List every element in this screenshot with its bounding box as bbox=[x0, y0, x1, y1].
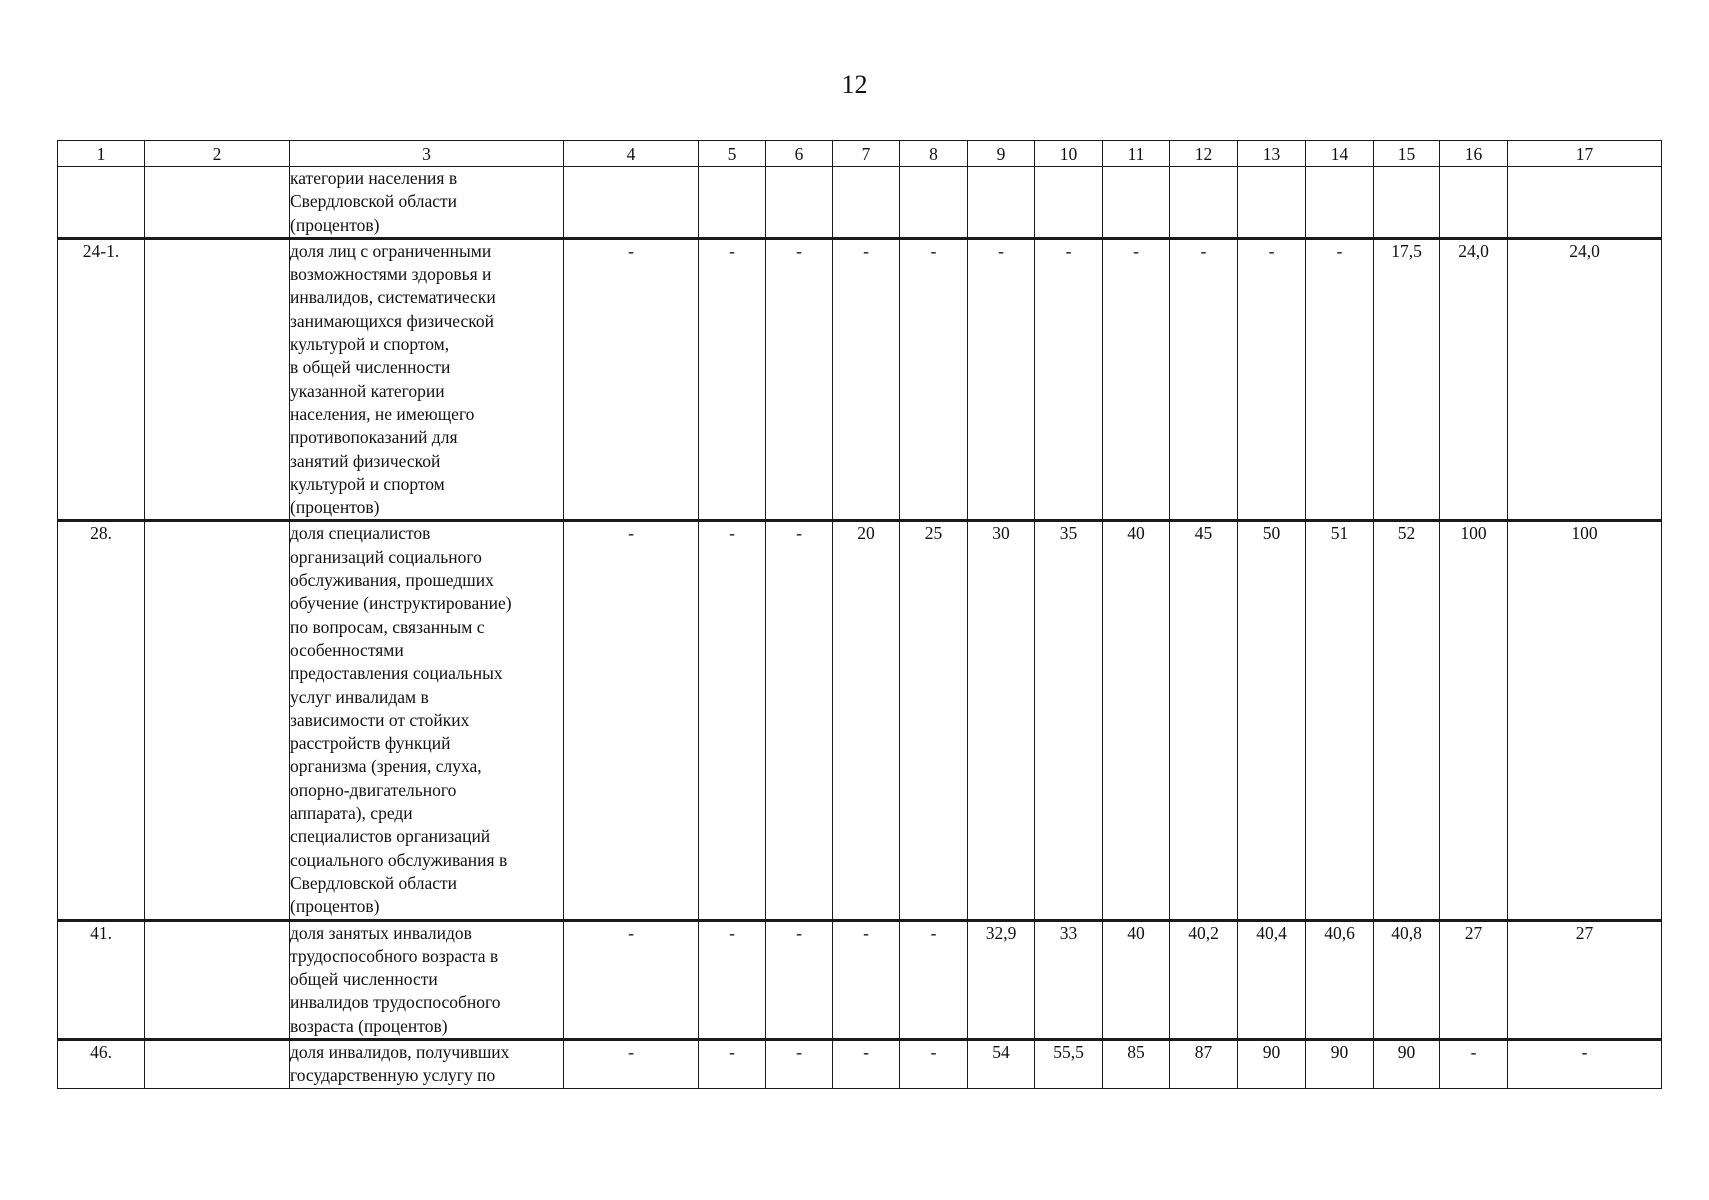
value-cell-col-8: - bbox=[900, 1039, 968, 1088]
row-number-cell: 24-1. bbox=[58, 238, 145, 521]
value-cell-col-11: - bbox=[1103, 238, 1170, 521]
description-line: противопоказаний для bbox=[290, 427, 458, 448]
indicator-description-cell bbox=[290, 167, 564, 239]
value-cell-col-13 bbox=[1238, 167, 1306, 239]
column-2-cell bbox=[145, 1039, 290, 1088]
value-cell-col-7: - bbox=[833, 238, 900, 521]
value-cell-col-4: - bbox=[564, 521, 699, 920]
value-cell-col-10: - bbox=[1035, 238, 1103, 521]
header-cell-13: 13 bbox=[1238, 141, 1306, 167]
value-cell-col-9: - bbox=[968, 238, 1035, 521]
value-cell-col-16: 100 bbox=[1440, 521, 1508, 920]
description-line: общей численности bbox=[290, 969, 438, 990]
description-line: культурой и спортом, bbox=[290, 334, 450, 355]
row-number-cell: 46. bbox=[58, 1039, 145, 1088]
indicator-description-cell bbox=[290, 1039, 564, 1088]
description-line: обслуживания, прошедших bbox=[290, 570, 494, 591]
value-cell-col-17: 24,0 bbox=[1508, 238, 1662, 521]
table-row bbox=[58, 167, 1662, 239]
description-line: возраста (процентов) bbox=[290, 1015, 448, 1036]
description-line: Свердловской области bbox=[290, 872, 458, 893]
value-cell-col-8 bbox=[900, 167, 968, 239]
value-cell-col-17: 100 bbox=[1508, 521, 1662, 920]
header-cell-4: 4 bbox=[564, 141, 699, 167]
value-cell-col-14: 51 bbox=[1306, 521, 1374, 920]
indicator-table bbox=[57, 140, 1662, 1089]
indicator-description-cell bbox=[290, 238, 564, 521]
description-line: организма (зрения, слуха, bbox=[290, 756, 482, 777]
value-cell-col-14: 90 bbox=[1306, 1039, 1374, 1088]
header-cell-2: 2 bbox=[145, 141, 290, 167]
description-line: особенностями bbox=[290, 639, 404, 660]
description-line: (процентов) bbox=[290, 497, 380, 518]
value-cell-col-8: - bbox=[900, 238, 968, 521]
description-line: культурой и спортом bbox=[290, 473, 445, 494]
indicator-description-cell bbox=[290, 920, 564, 1039]
description-line: занятий физической bbox=[290, 450, 441, 471]
value-cell-col-5: - bbox=[699, 238, 766, 521]
description-line: инвалидов, систематически bbox=[290, 287, 496, 308]
description-line: (процентов) bbox=[290, 214, 380, 235]
value-cell-col-6 bbox=[766, 167, 833, 239]
value-cell-col-10 bbox=[1035, 167, 1103, 239]
header-cell-3: 3 bbox=[290, 141, 564, 167]
value-cell-col-7: - bbox=[833, 920, 900, 1039]
value-cell-col-4 bbox=[564, 167, 699, 239]
description-line: инвалидов трудоспособного bbox=[290, 992, 501, 1013]
value-cell-col-9: 30 bbox=[968, 521, 1035, 920]
description-line: занимающихся физической bbox=[290, 310, 494, 331]
description-line: социального обслуживания в bbox=[290, 849, 508, 870]
description-line: доля специалистов bbox=[290, 523, 431, 544]
header-cell-9: 9 bbox=[968, 141, 1035, 167]
value-cell-col-15: 52 bbox=[1374, 521, 1440, 920]
header-cell-8: 8 bbox=[900, 141, 968, 167]
value-cell-col-5: - bbox=[699, 1039, 766, 1088]
value-cell-col-7: 20 bbox=[833, 521, 900, 920]
value-cell-col-16: 24,0 bbox=[1440, 238, 1508, 521]
value-cell-col-13: 90 bbox=[1238, 1039, 1306, 1088]
value-cell-col-9: 54 bbox=[968, 1039, 1035, 1088]
value-cell-col-12: 87 bbox=[1170, 1039, 1238, 1088]
value-cell-col-5: - bbox=[699, 920, 766, 1039]
header-cell-17: 17 bbox=[1508, 141, 1662, 167]
description-line: по вопросам, связанным с bbox=[290, 616, 485, 637]
page-number: 12 bbox=[841, 70, 868, 99]
header-cell-10: 10 bbox=[1035, 141, 1103, 167]
value-cell-col-8: 25 bbox=[900, 521, 968, 920]
row-number-cell bbox=[58, 167, 145, 239]
value-cell-col-17: - bbox=[1508, 1039, 1662, 1088]
value-cell-col-11: 85 bbox=[1103, 1039, 1170, 1088]
value-cell-col-8: - bbox=[900, 920, 968, 1039]
description-line: доля занятых инвалидов bbox=[290, 922, 472, 943]
table-row bbox=[58, 238, 1662, 521]
value-cell-col-15 bbox=[1374, 167, 1440, 239]
header-cell-1: 1 bbox=[58, 141, 145, 167]
value-cell-col-6: - bbox=[766, 920, 833, 1039]
column-2-cell bbox=[145, 238, 290, 521]
value-cell-col-11 bbox=[1103, 167, 1170, 239]
value-cell-col-12: 45 bbox=[1170, 521, 1238, 920]
value-cell-col-10: 35 bbox=[1035, 521, 1103, 920]
value-cell-col-9: 32,9 bbox=[968, 920, 1035, 1039]
value-cell-col-7: - bbox=[833, 1039, 900, 1088]
description-line: доля инвалидов, получивших bbox=[290, 1041, 510, 1062]
row-number-cell: 28. bbox=[58, 521, 145, 920]
value-cell-col-4: - bbox=[564, 920, 699, 1039]
description-line: категории населения в bbox=[290, 168, 458, 188]
description-line: обучение (инструктирование) bbox=[290, 593, 512, 614]
value-cell-col-15: 17,5 bbox=[1374, 238, 1440, 521]
description-line: специалистов организаций bbox=[290, 826, 491, 847]
value-cell-col-15: 40,8 bbox=[1374, 920, 1440, 1039]
description-line: доля лиц с ограниченными bbox=[290, 240, 492, 261]
description-line: в общей численности bbox=[290, 357, 451, 378]
header-cell-5: 5 bbox=[699, 141, 766, 167]
value-cell-col-12: 40,2 bbox=[1170, 920, 1238, 1039]
table-row bbox=[58, 1039, 1662, 1088]
description-line: (процентов) bbox=[290, 896, 380, 917]
value-cell-col-5 bbox=[699, 167, 766, 239]
table-header-row bbox=[58, 141, 1662, 167]
value-cell-col-16: 27 bbox=[1440, 920, 1508, 1039]
description-line: расстройств функций bbox=[290, 733, 451, 754]
description-line: аппарата), среди bbox=[290, 803, 413, 824]
description-line: государственную услугу по bbox=[290, 1065, 496, 1086]
value-cell-col-14 bbox=[1306, 167, 1374, 239]
description-line: организаций социального bbox=[290, 546, 482, 567]
value-cell-col-5: - bbox=[699, 521, 766, 920]
value-cell-col-6: - bbox=[766, 521, 833, 920]
table-row bbox=[58, 521, 1662, 920]
header-cell-15: 15 bbox=[1374, 141, 1440, 167]
description-line: возможностями здоровья и bbox=[290, 264, 492, 285]
value-cell-col-15: 90 bbox=[1374, 1039, 1440, 1088]
header-cell-11: 11 bbox=[1103, 141, 1170, 167]
column-2-cell bbox=[145, 167, 290, 239]
value-cell-col-16: - bbox=[1440, 1039, 1508, 1088]
value-cell-col-4: - bbox=[564, 1039, 699, 1088]
column-2-cell bbox=[145, 521, 290, 920]
value-cell-col-17: 27 bbox=[1508, 920, 1662, 1039]
column-2-cell bbox=[145, 920, 290, 1039]
header-cell-6: 6 bbox=[766, 141, 833, 167]
value-cell-col-17 bbox=[1508, 167, 1662, 239]
value-cell-col-4: - bbox=[564, 238, 699, 521]
value-cell-col-16 bbox=[1440, 167, 1508, 239]
header-cell-14: 14 bbox=[1306, 141, 1374, 167]
description-line: зависимости от стойких bbox=[290, 709, 470, 730]
description-line: услуг инвалидам в bbox=[290, 686, 429, 707]
header-cell-16: 16 bbox=[1440, 141, 1508, 167]
header-cell-12: 12 bbox=[1170, 141, 1238, 167]
description-line: Свердловской области bbox=[290, 191, 458, 212]
description-line: населения, не имеющего bbox=[290, 403, 475, 424]
value-cell-col-10: 33 bbox=[1035, 920, 1103, 1039]
value-cell-col-7 bbox=[833, 167, 900, 239]
description-line: опорно-двигательного bbox=[290, 779, 457, 800]
value-cell-col-10: 55,5 bbox=[1035, 1039, 1103, 1088]
row-number-cell: 41. bbox=[58, 920, 145, 1039]
description-line: указанной категории bbox=[290, 380, 445, 401]
table-body bbox=[58, 141, 1662, 1089]
value-cell-col-9 bbox=[968, 167, 1035, 239]
value-cell-col-11: 40 bbox=[1103, 920, 1170, 1039]
value-cell-col-13: 40,4 bbox=[1238, 920, 1306, 1039]
value-cell-col-6: - bbox=[766, 1039, 833, 1088]
value-cell-col-14: - bbox=[1306, 238, 1374, 521]
value-cell-col-6: - bbox=[766, 238, 833, 521]
value-cell-col-14: 40,6 bbox=[1306, 920, 1374, 1039]
value-cell-col-13: 50 bbox=[1238, 521, 1306, 920]
value-cell-col-11: 40 bbox=[1103, 521, 1170, 920]
header-cell-7: 7 bbox=[833, 141, 900, 167]
value-cell-col-12 bbox=[1170, 167, 1238, 239]
value-cell-col-13: - bbox=[1238, 238, 1306, 521]
table-row bbox=[58, 920, 1662, 1039]
description-line: предоставления социальных bbox=[290, 663, 503, 684]
indicator-description-cell bbox=[290, 521, 564, 920]
value-cell-col-12: - bbox=[1170, 238, 1238, 521]
description-line: трудоспособного возраста в bbox=[290, 945, 499, 966]
